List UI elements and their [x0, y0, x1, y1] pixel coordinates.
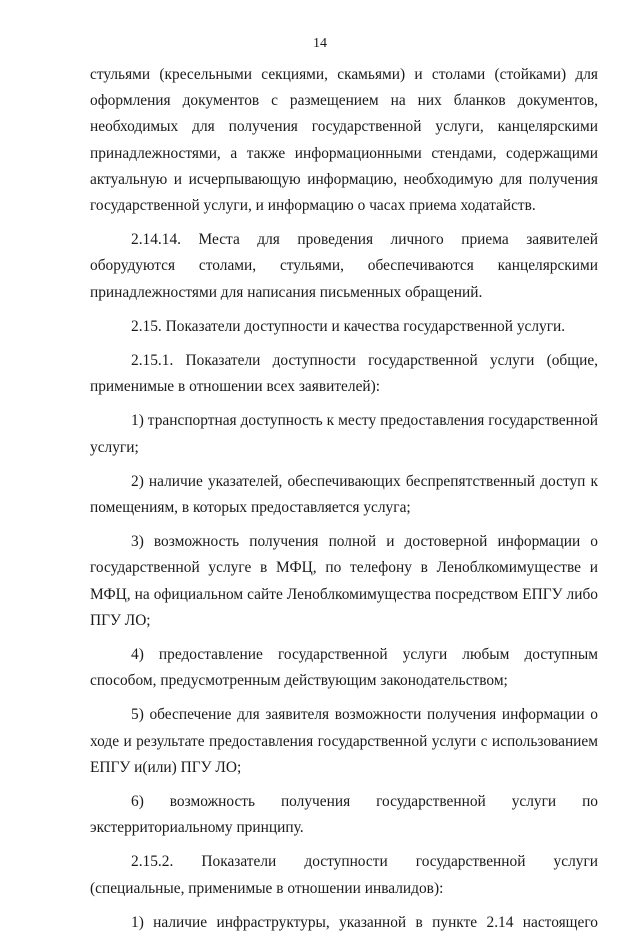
paragraph-2-15-1: 2.15.1. Показатели доступности государственной услуги (общие, применимые в отношении всех заявителей): [90, 352, 598, 396]
page-number: 14 [313, 36, 327, 51]
list-item-2: 2) наличие указателей, обеспечивающих беспрепятственный доступ к помещениям, в которых предоставляется услуга; [90, 472, 598, 517]
list-item-6: 6) возможность получения государственной услуги по экстерриториальному принципу. [90, 793, 598, 837]
list-item-3: 3) возможность получения полной и достоверной информации о государственной услуге в МФЦ, по телефону в Леноблкомимуществе и МФЦ, на официальном сайте Леноблкомимущества посредством ЕПГУ либо ПГУ ЛО; [90, 533, 598, 629]
paragraph-continuation: стульями (кресельными секциями, скамьями) и столами (стойками) для оформления документов с размещением на них бланков документов, необходимых для получения государственной услуги, канцелярскими принадлежностями, а также информационными стендами, содержащими актуальную и исчерпывающую информацию, необходимую для получения государственной услуги, и информацию о часах приема ходатайств. [90, 66, 598, 215]
list-item-2-15-2-1: 1) наличие инфраструктуры, указанной в пункте 2.14 настоящего [131, 913, 598, 931]
paragraph-2-15-2: 2.15.2. Показатели доступности государственной услуги (специальные, применимые в отношении инвалидов): [90, 853, 598, 897]
paragraph-2-15-heading: 2.15. Показатели доступности и качества государственной услуги. [131, 317, 566, 335]
list-item-1: 1) транспортная доступность к месту предоставления государственной услуги; [90, 412, 598, 456]
list-item-5: 5) обеспечение для заявителя возможности получения информации о ходе и результате предоставления государственной услуги с использованием ЕПГУ и(или) ПГУ ЛО; [90, 706, 598, 776]
document-body [90, 62, 598, 944]
paragraph-2-14-14: 2.14.14. Места для проведения личного приема заявителей оборудуются столами, стульями, обеспечиваются канцелярскими принадлежностями для написания письменных обращений. [90, 231, 598, 301]
list-item-4: 4) предоставление государственной услуги любым доступным способом, предусмотренным действующим законодательством; [90, 646, 598, 690]
